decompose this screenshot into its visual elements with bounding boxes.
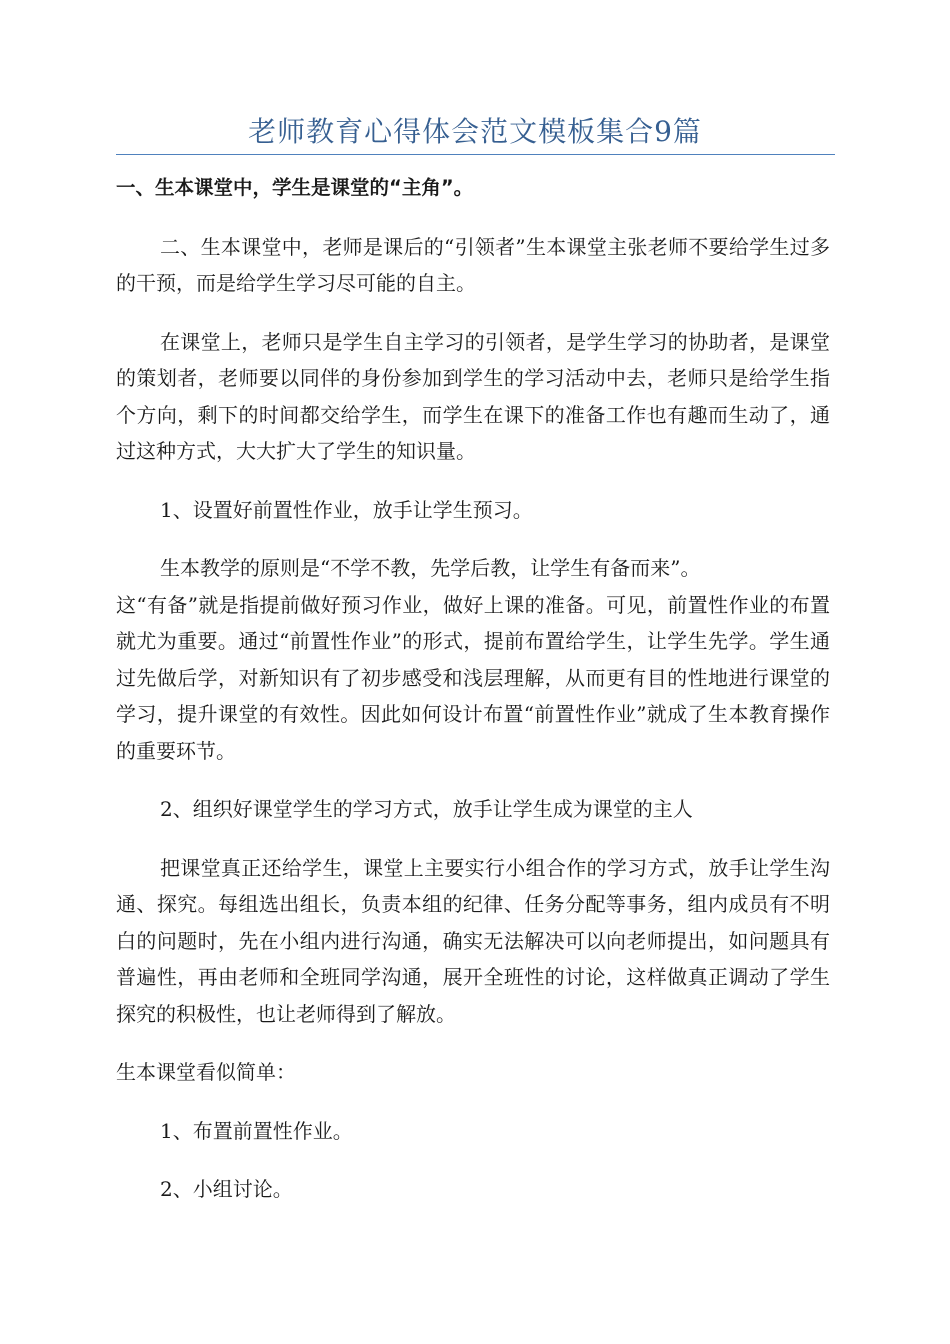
list-item: 2、小组讨论。 (160, 1177, 293, 1201)
document-body (116, 170, 830, 1230)
list-item: 2、组织好课堂学生的学习方式，放手让学生成为课堂的主人 (160, 797, 693, 821)
title-underline (116, 154, 835, 155)
paragraph: 把课堂真正还给学生，课堂上主要实行小组合作的学习方式，放手让学生沟通、探究。每组选出组长，负责本组的纪律、任务分配等事务，组内成员有不明白的问题时，先在小组内进行沟通，确实无法解决可以向老师提出，如问题具有普遍性，再由老师和全班同学沟通，展开全班性的讨论，这样做真正调动了学生探究的积极性，也让老师得到了解放。 (116, 855, 830, 1026)
paragraph: 二、生本课堂中，老师是课后的“引领者”生本课堂主张老师不要给学生过多的干预，而是给学生学习尽可能的自主。 (116, 234, 830, 295)
paragraph: 在课堂上，老师只是学生自主学习的引领者，是学生学习的协助者，是课堂的策划者，老师要以同伴的身份参加到学生的学习活动中去，老师只是给学生指个方向，剩下的时间都交给学生，而学生在课下的准备工作也有趣而生动了，通过这种方式，大大扩大了学生的知识量。 (116, 329, 830, 463)
document-title: 老师教育心得体会范文模板集合9篇 (248, 115, 702, 148)
paragraph: 生本课堂看似简单： (116, 1060, 296, 1084)
section-heading: 一、生本课堂中，学生是课堂的“主角”。 (116, 176, 474, 199)
paragraph: 生本教学的原则是“不学不教，先学后教，让学生有备而来”。 (160, 556, 701, 580)
paragraph: 这“有备”就是指提前做好预习作业，做好上课的准备。可见，前置性作业的布置就尤为重要。通过“前置性作业”的形式，提前布置给学生，让学生先学。学生通过先做后学，对新知识有了初步感受和浅层理解，从而更有目的性地进行课堂的学习，提升课堂的有效性。因此如何设计布置“前置性作业”就成了生本教育操作的重要环节。 (116, 592, 830, 763)
list-item: 1、设置好前置性作业，放手让学生预习。 (160, 497, 533, 522)
list-item: 1、布置前置性作业。 (160, 1118, 353, 1143)
